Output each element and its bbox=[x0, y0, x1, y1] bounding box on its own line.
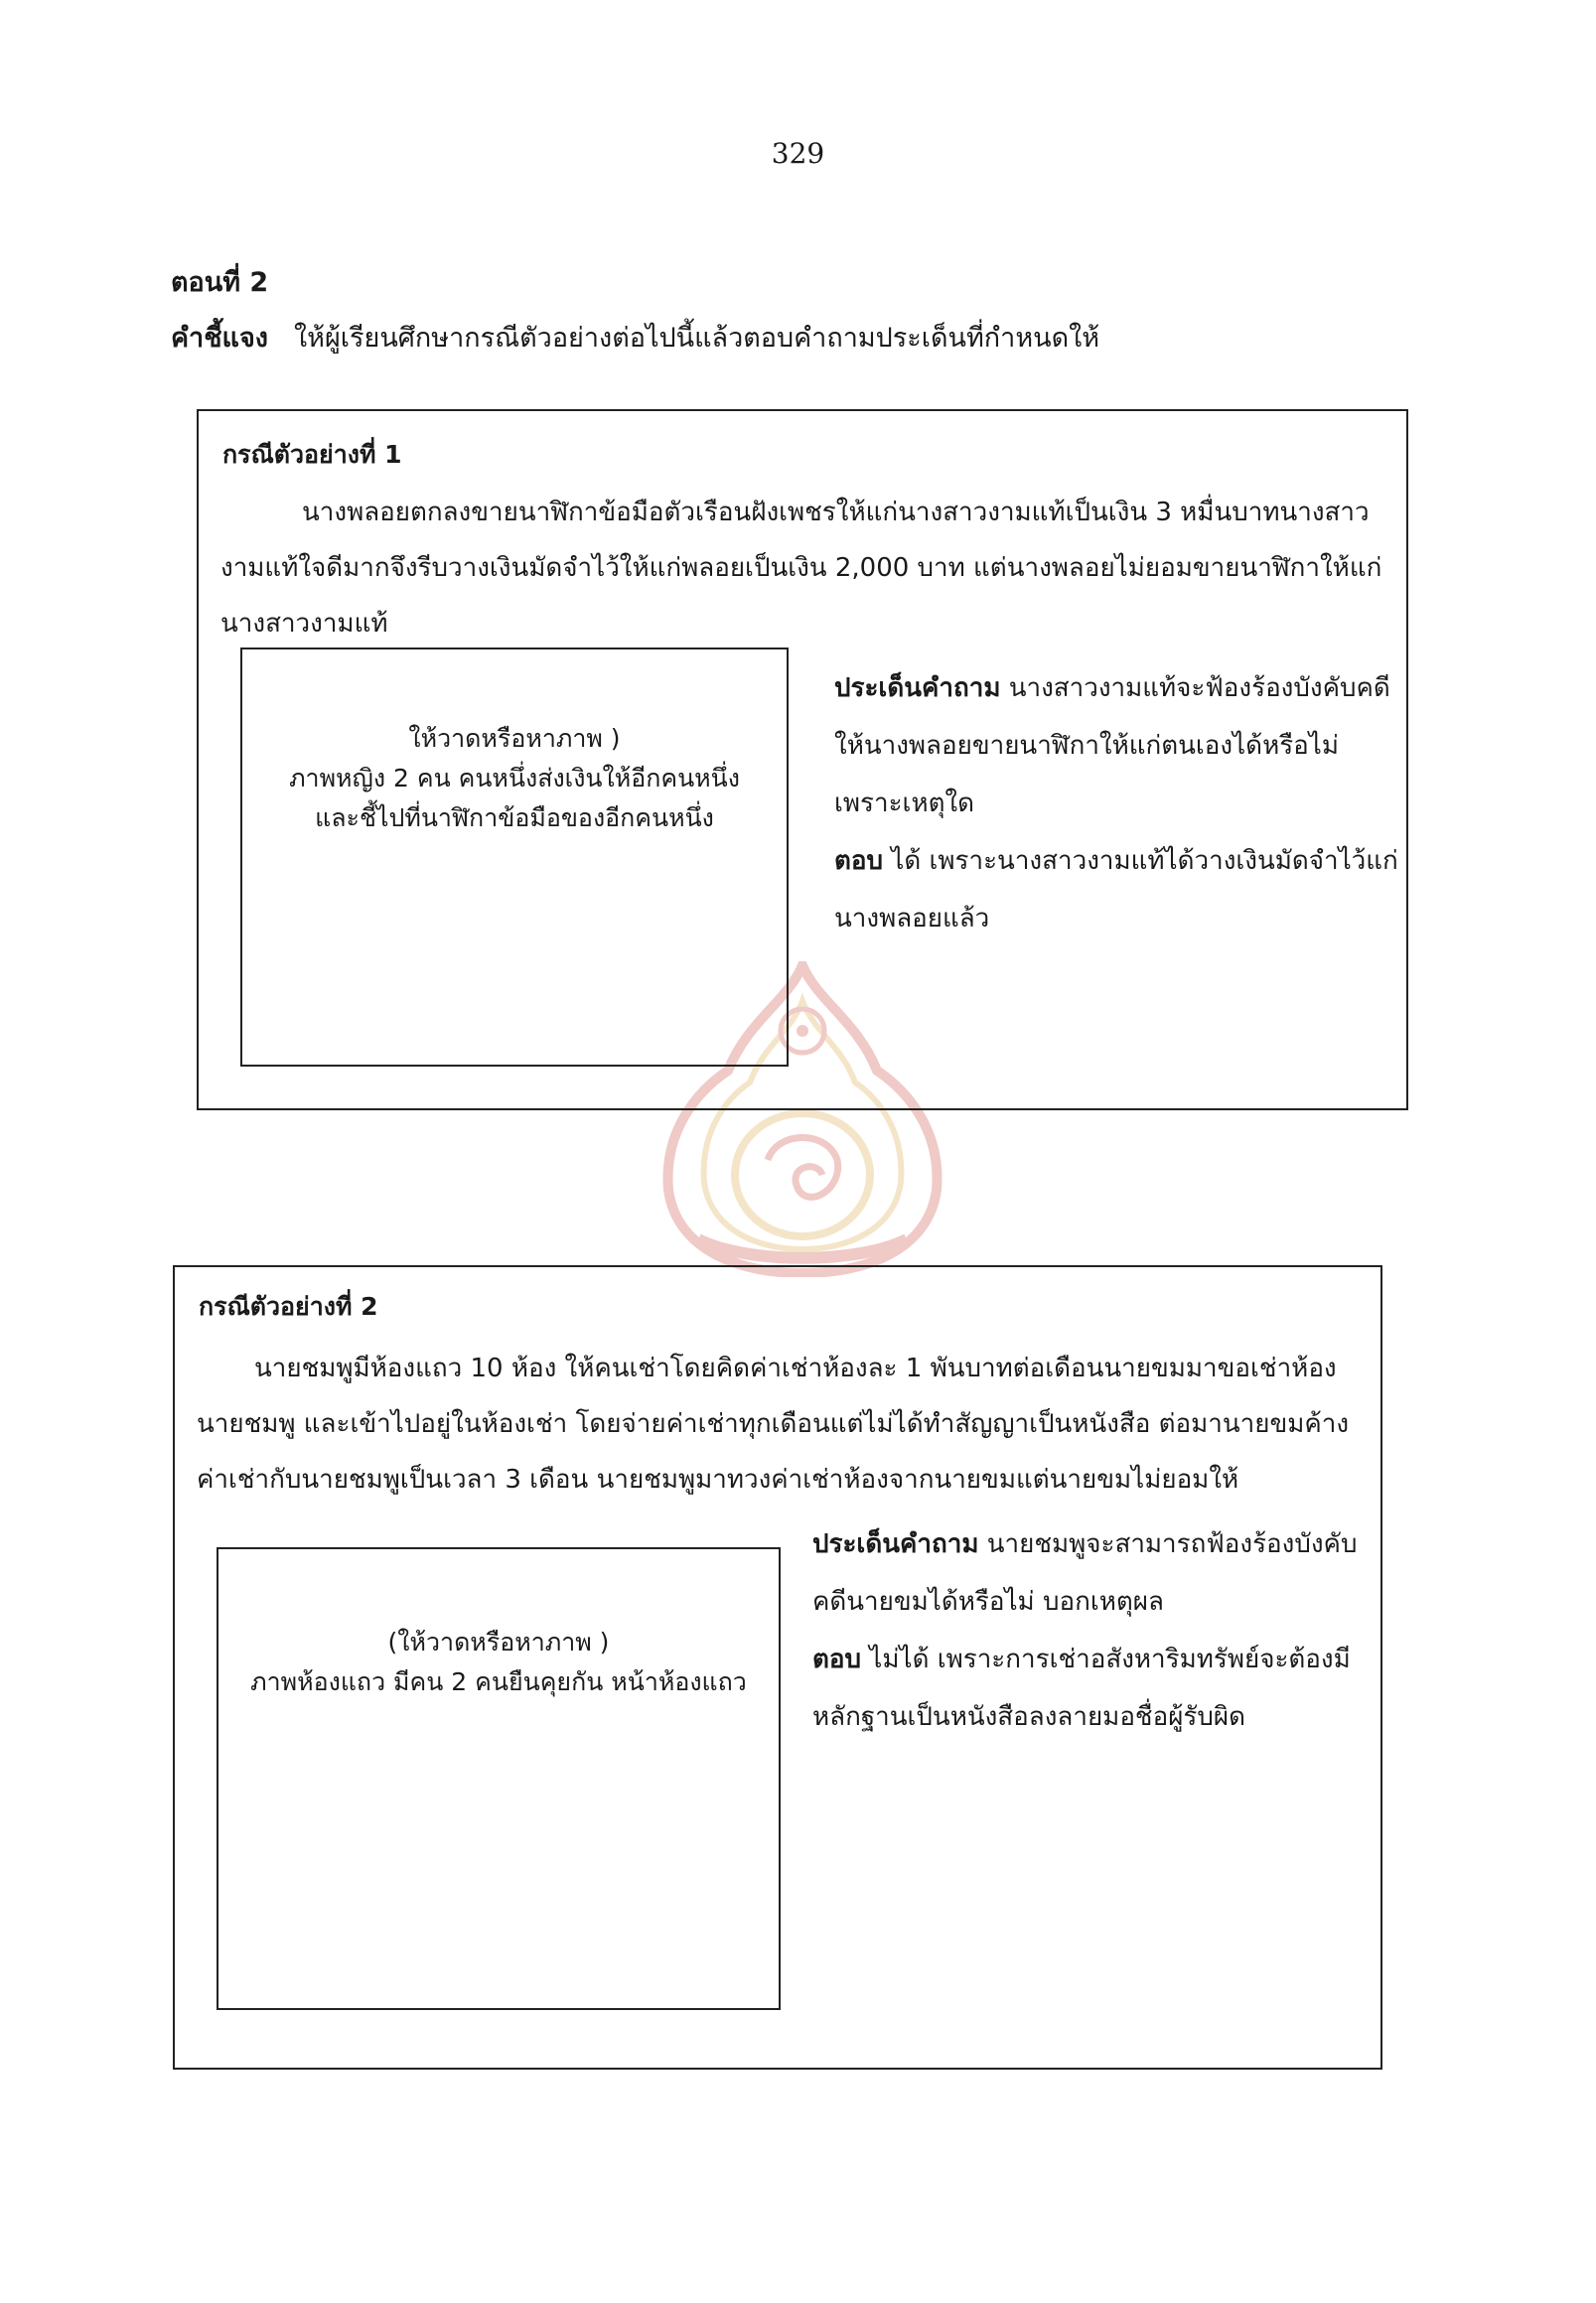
case-2-box bbox=[173, 1265, 1382, 2070]
case-2-title: กรณีตัวอย่างที่ 2 bbox=[199, 1292, 378, 1321]
case-1-picture-note-line-2: ภาพหญิง 2 คน คนหนึ่งส่งเงินให้อีกคนหนึ่ง bbox=[289, 764, 740, 792]
case-2-answer-text: ไม่ได้ เพราะการเช่าอสังหาริมทรัพย์จะต้องมีหลักฐานเป็นหนังสือลงลายมอชื่อผู้รับผิด bbox=[812, 1645, 1351, 1732]
page-number: 329 bbox=[771, 137, 825, 170]
case-1-picture-note bbox=[242, 719, 787, 838]
case-1-answer-label: ตอบ bbox=[834, 846, 884, 876]
instruction-text: ให้ผู้เรียนศึกษากรณีตัวอย่างต่อไปนี้แล้วตอบคำถามประเด็นที่กำหนดให้ bbox=[293, 323, 1100, 354]
case-2-question-label: ประเด็นคำถาม bbox=[812, 1529, 979, 1559]
case-2-picture-note-line-1: (ให้วาดหรือหาภาพ ) bbox=[387, 1628, 610, 1656]
case-1-question-label: ประเด็นคำถาม bbox=[834, 673, 1001, 703]
case-1-box bbox=[197, 409, 1408, 1110]
case-1-picture-note-line-3: และชี้ไปที่นาฬิกาข้อมือของอีกคนหนึ่ง bbox=[315, 803, 714, 832]
case-2-picture-note-line-2: ภาพห้องแถว มีคน 2 คนยืนคุยกัน หน้าห้องแถว bbox=[250, 1667, 747, 1696]
case-1-question-text: นางสาวงามแท้จะฟ้องร้องบังคับคดีให้นางพลอยขายนาฬิกาให้แก่ตนเองได้หรือไม่ เพราะเหตุใด bbox=[834, 673, 1390, 818]
case-2-picture-placeholder bbox=[217, 1547, 781, 2010]
instruction-label: คำชี้แจง bbox=[171, 323, 268, 354]
part-label: ตอนที่ 2 bbox=[171, 267, 269, 298]
case-1-picture-note-line-1: ให้วาดหรือหาภาพ ) bbox=[408, 724, 621, 753]
case-2-picture-note bbox=[218, 1623, 779, 1702]
case-2-question-text: นายชมพูจะสามารถฟ้องร้องบังคับคดีนายขมได้หรือไม่ บอกเหตุผล bbox=[812, 1529, 1358, 1617]
case-1-picture-placeholder bbox=[240, 648, 789, 1067]
case-1-answer-text: ได้ เพราะนางสาวงามแท้ได้วางเงินมัดจำไว้แก่นางพลอยแล้ว bbox=[834, 846, 1398, 934]
case-1-title: กรณีตัวอย่างที่ 1 bbox=[222, 440, 402, 469]
case-2-story: นายชมพูมีห้องแถว 10 ห้อง ให้คนเช่าโดยคิดค่าเช่าห้องละ 1 พันบาทต่อเดือนนายขมมาขอเช่าห้องนายชมพู และเข้าไปอยู่ในห้องเช่า โดยจ่ายค่าเช่าทุกเดือนแต่ไม่ได้ทำสัญญาเป็นหนังสือ ต่อมานายขมค้างค่าเช่ากับนายชมพูเป็นเวลา 3 เดือน นายชมพูมาทวงค่าเช่าห้องจากนายขมแต่นายขมไม่ยอมให้ bbox=[197, 1354, 1350, 1495]
case-2-answer-label: ตอบ bbox=[812, 1645, 862, 1674]
case-1-story: นางพลอยตกลงขายนาฬิกาข้อมือตัวเรือนฝังเพชรให้แก่นางสาวงามแท้เป็นเงิน 3 หมื่นบาทนางสาวงามแท้ใจดีมากจึงรีบวางเงินมัดจำไว้ให้แก่พลอยเป็นเงิน 2,000 บาท แต่นางพลอยไม่ยอมขายนาฬิกาให้แก่นางสาวงามแท้ bbox=[220, 498, 1382, 639]
case-1-answer bbox=[834, 832, 1398, 947]
case-1-question bbox=[834, 659, 1398, 832]
instruction bbox=[171, 316, 1099, 359]
case-2-question bbox=[812, 1515, 1365, 1631]
case-2-answer bbox=[812, 1631, 1365, 1746]
